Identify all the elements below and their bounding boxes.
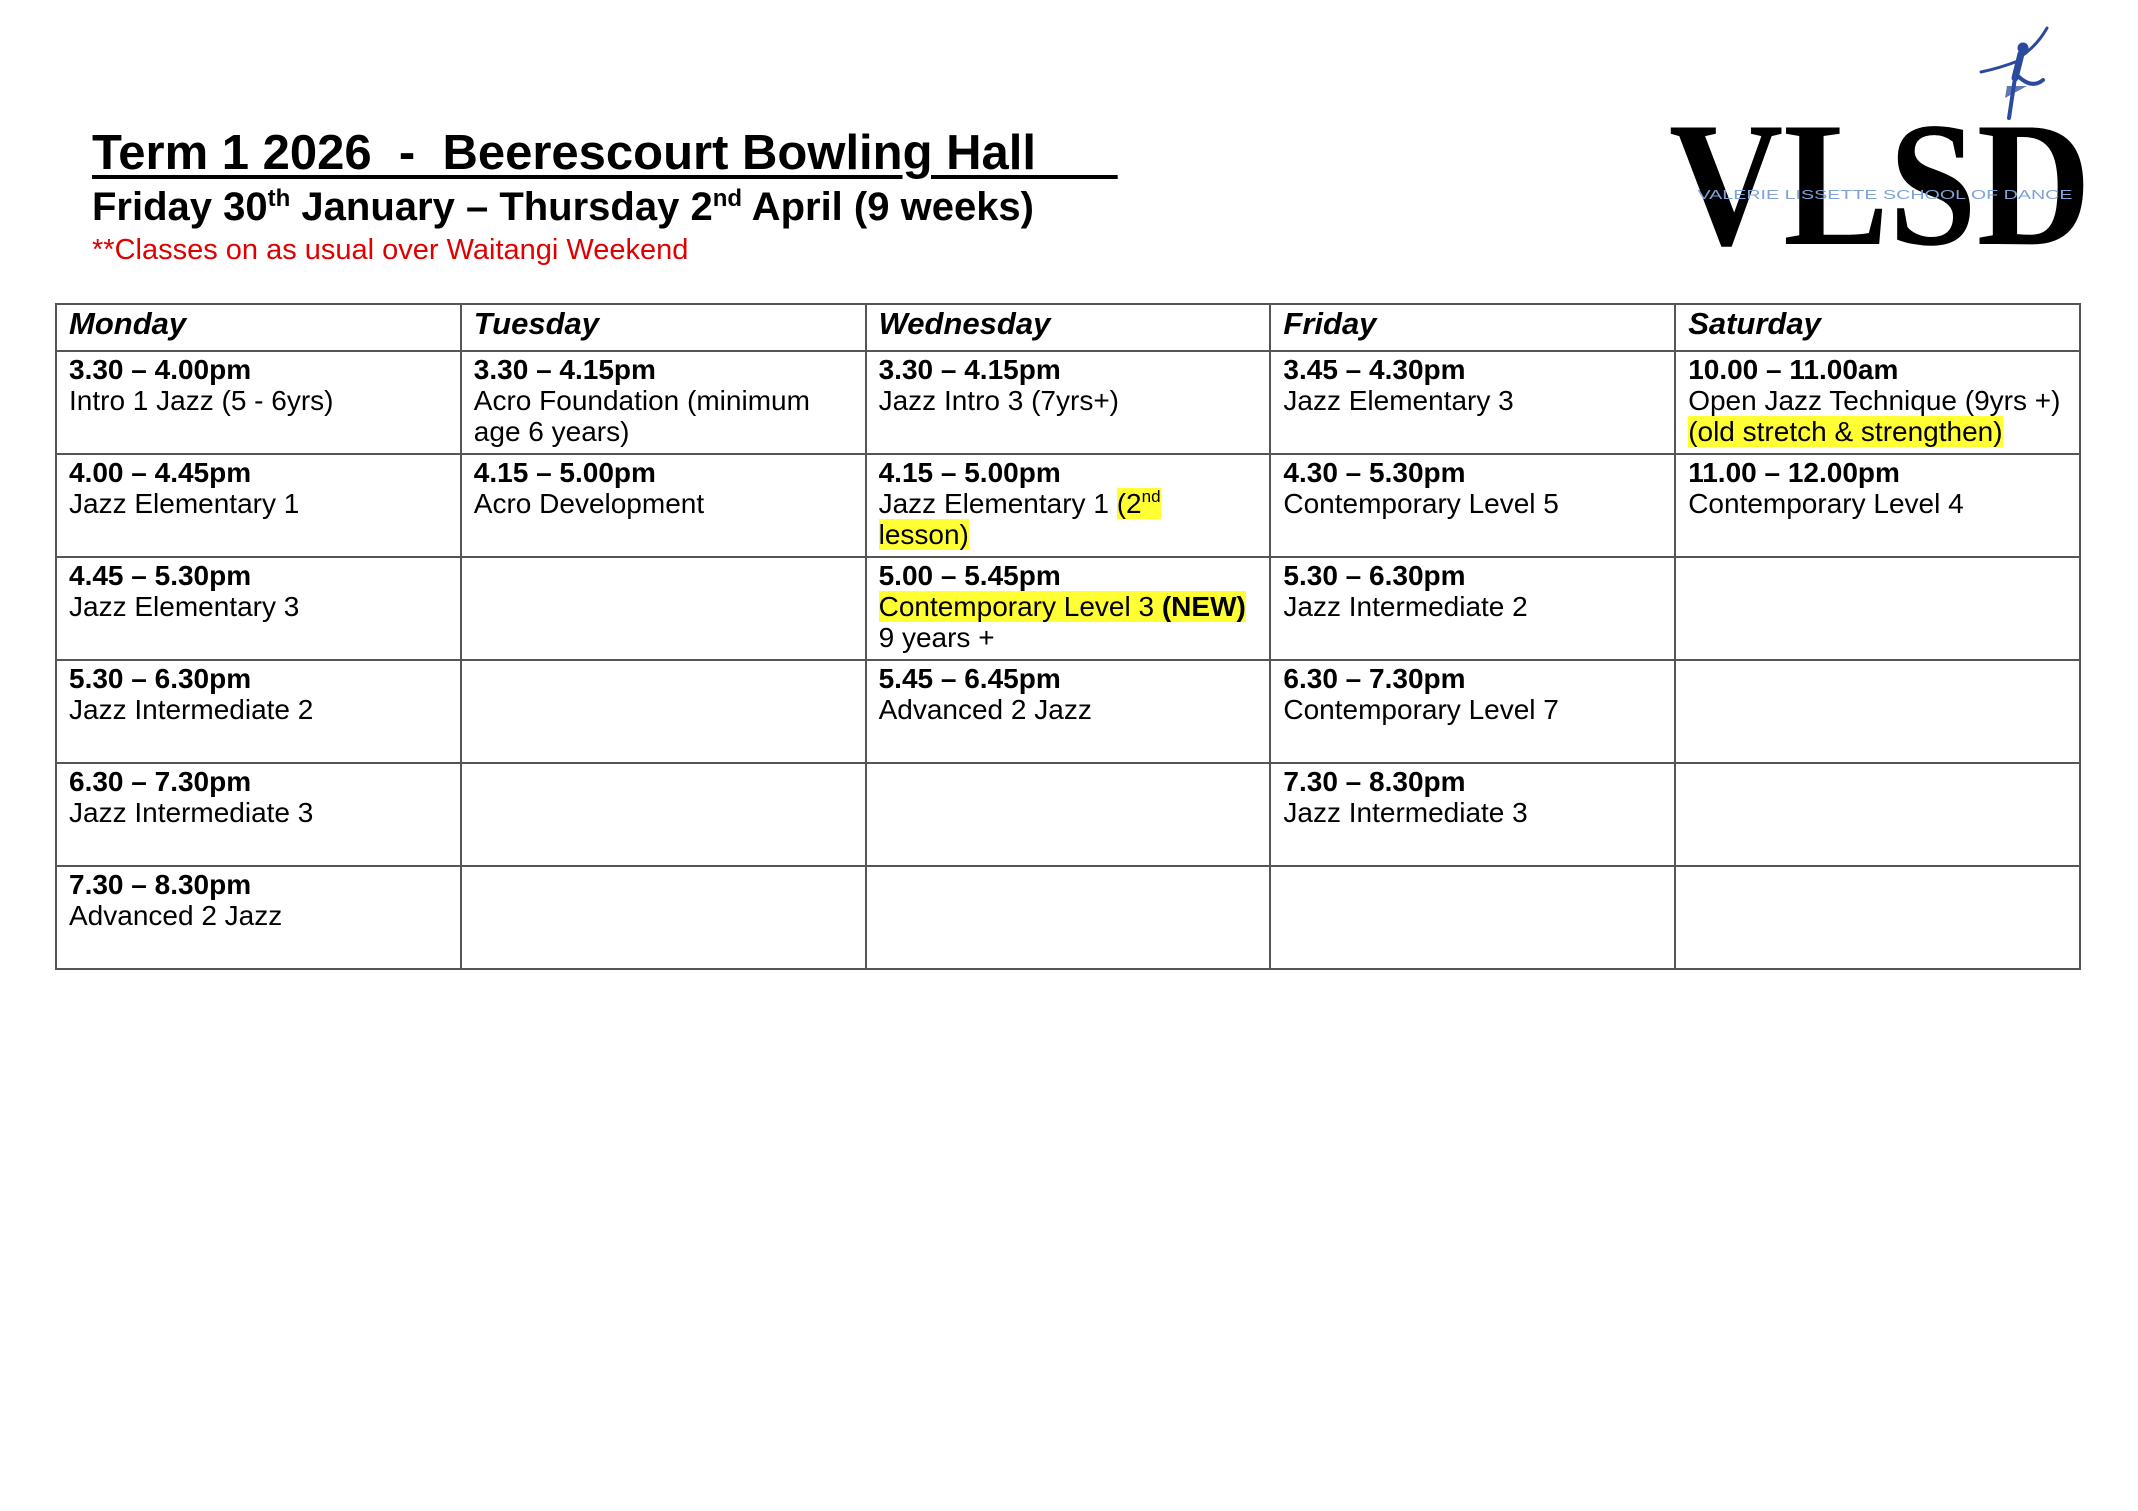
class-time: 7.30 – 8.30pm [69,869,252,900]
class-cell [56,866,461,969]
day-header-monday: Monday [56,304,461,351]
class-cell [866,454,1271,557]
class-name: Jazz Intermediate 2 [1283,591,1528,622]
class-time: 4.30 – 5.30pm [1283,457,1466,488]
class-cell [56,557,461,660]
class-cell [1270,763,1675,866]
class-name: Contemporary Level 4 [1688,488,1964,519]
table-row [56,763,2080,866]
class-time: 3.30 – 4.00pm [69,354,252,385]
empty-cell [866,763,1271,866]
class-cell [461,351,866,454]
empty-cell [1675,866,2080,969]
day-header-wednesday: Wednesday [866,304,1271,351]
table-row [56,866,2080,969]
class-name: Jazz Intermediate 3 [69,797,314,828]
class-name: Contemporary Level 3 [878,591,1162,622]
class-cell [56,660,461,763]
highlighted-note-end: lesson) [878,519,969,550]
class-time: 6.30 – 7.30pm [69,766,252,797]
empty-cell [866,866,1271,969]
class-time: 10.00 – 11.00am [1688,354,1899,385]
class-cell [866,660,1271,763]
class-name: Jazz Elementary 3 [1283,385,1514,416]
ordinal-suffix: th [267,185,291,212]
table-row [56,557,2080,660]
class-name: Jazz Intermediate 3 [1283,797,1528,828]
page-title: Term 1 2026 - Beerescourt Bowling Hall [92,126,1118,180]
class-cell [866,557,1271,660]
class-name: Contemporary Level 7 [1283,694,1559,725]
day-header-saturday: Saturday [1675,304,2080,351]
class-name: Jazz Elementary 1 [69,488,300,519]
table-row [56,454,2080,557]
vlsd-logo [1665,26,2095,256]
class-time: 5.45 – 6.45pm [878,663,1061,694]
class-name: Jazz Intro 3 (7yrs+) [878,385,1119,416]
term-dates-mid: January – Thursday 2 [290,185,713,229]
class-cell [1270,351,1675,454]
class-cell [866,351,1271,454]
term-dates-start: Friday 30 [92,185,268,229]
class-time: 3.30 – 4.15pm [878,354,1061,385]
class-name: Jazz Intermediate 2 [69,694,314,725]
class-name: Jazz Elementary 1 [878,488,1117,519]
highlighted-class-name [879,591,1246,622]
class-cell [56,351,461,454]
logo-tagline: VALERIE LISSETTE SCHOOL OF DANCE [1697,187,2073,202]
class-time: 6.30 – 7.30pm [1283,663,1466,694]
class-cell [1675,351,2080,454]
highlighted-note-start: (2 [1116,488,1142,519]
logo-letters: VLSD [1669,85,2091,256]
class-cell [461,454,866,557]
term-dates [92,183,1118,231]
new-badge: (NEW) [1161,591,1246,622]
class-name: Contemporary Level 5 [1283,488,1559,519]
age-requirement: 9 years + [878,622,995,653]
day-header-tuesday: Tuesday [461,304,866,351]
empty-cell [1675,660,2080,763]
class-name: Open Jazz Technique (9yrs +) [1688,385,2061,416]
day-header-friday: Friday [1270,304,1675,351]
class-name: Advanced 2 Jazz [878,694,1092,725]
class-timetable [55,303,2081,970]
class-cell [1270,660,1675,763]
class-cell [1270,454,1675,557]
class-time: 5.00 – 5.45pm [878,560,1061,591]
empty-cell [461,763,866,866]
empty-cell [1270,866,1675,969]
class-name: Acro Foundation (minimum age 6 years) [473,385,810,447]
class-time: 3.45 – 4.30pm [1283,354,1466,385]
class-name: Acro Development [473,488,705,519]
waitangi-note: **Classes on as usual over Waitangi Weekend [92,234,689,266]
page-header [92,125,1118,267]
class-cell [56,763,461,866]
class-name: Jazz Elementary 3 [69,591,300,622]
class-cell [1270,557,1675,660]
class-time: 4.15 – 5.00pm [878,457,1061,488]
class-time: 11.00 – 12.00pm [1688,457,1900,488]
empty-cell [461,660,866,763]
class-name: Advanced 2 Jazz [69,900,283,931]
class-time: 5.30 – 6.30pm [69,663,252,694]
class-time: 4.00 – 4.45pm [69,457,252,488]
day-header-row [56,304,2080,351]
class-cell [56,454,461,557]
empty-cell [1675,557,2080,660]
class-time: 3.30 – 4.15pm [473,354,656,385]
class-time: 4.45 – 5.30pm [69,560,252,591]
ordinal-suffix: nd [712,185,743,212]
empty-cell [1675,763,2080,866]
term-dates-end: April (9 weeks) [742,185,1034,229]
empty-cell [461,557,866,660]
class-cell [1675,454,2080,557]
class-name: Intro 1 Jazz (5 - 6yrs) [69,385,334,416]
ordinal-suffix: nd [1141,487,1161,506]
table-row [56,660,2080,763]
class-time: 4.15 – 5.00pm [473,457,656,488]
class-time: 7.30 – 8.30pm [1283,766,1466,797]
class-time: 5.30 – 6.30pm [1283,560,1466,591]
table-row [56,351,2080,454]
empty-cell [461,866,866,969]
highlighted-note: (old stretch & strengthen) [1688,416,2003,447]
